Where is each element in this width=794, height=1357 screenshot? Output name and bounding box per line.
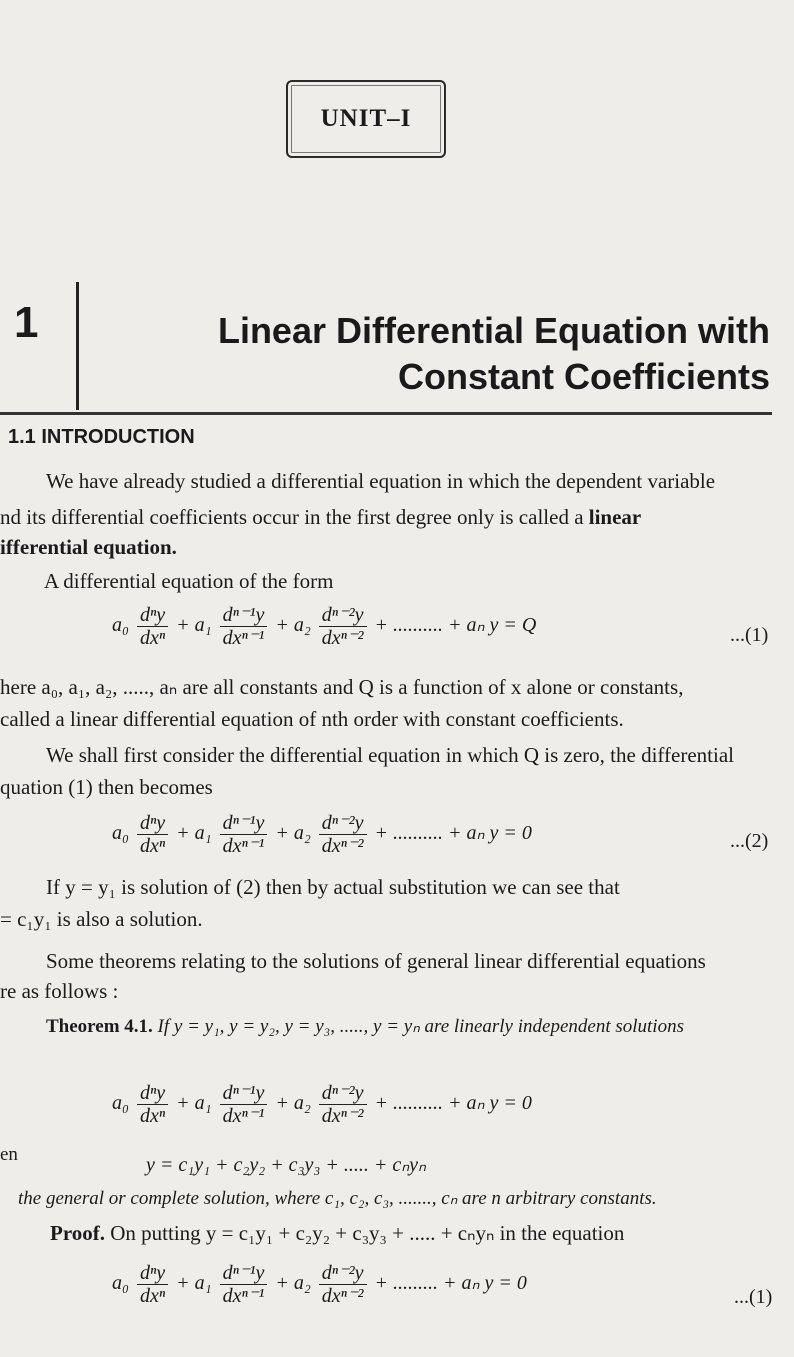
chapter-title-line2: Constant Coefficients [397,356,770,397]
para5-line2: = c₁y₁ is also a solution. [0,907,203,931]
para4-line2: quation (1) then becomes [0,775,213,799]
para4-line1: We shall first consider the differential equation in which Q is zero, the differential [46,743,734,767]
eq2-tail: + .......... + aₙ y = 0 [374,822,532,845]
eq1-frac2: $\frac{\text{dⁿ⁻¹y}}{\text{dxⁿ⁻¹}}$ [220,604,268,649]
equation-5: a₀ $\frac{\text{dⁿy}}{\text{dxⁿ}}$ + a₁ $\frac{\text{dⁿ⁻¹y}}{\text{dxⁿ⁻¹}}$ + a₂ $\frac{\text{dⁿ⁻²y}}{\text{dxⁿ⁻²}}$ + ......... + aₙ y = 0 [112,1262,527,1307]
para1-bold-term: ifferential equation. [0,535,177,559]
para1-line2-text: nd its differential coefficients occur in the first degree only is called a [0,505,584,529]
eq1-a2: + a₂ [275,614,311,637]
theorem [46,1012,684,1042]
para3-line1: here a₀, a₁, a₂, ....., aₙ are all constants and Q is a function of x alone or constants, [0,675,684,699]
para6-line1: Some theorems relating to the solutions of general linear differential equations [46,949,706,973]
eq5-number: ...(1) [734,1286,773,1308]
section-heading: 1.1 INTRODUCTION [8,426,195,448]
chapter-number: 1 [14,298,39,347]
title-rule [0,412,772,415]
eq2-number: ...(2) [730,830,769,852]
then-label: en [0,1144,18,1165]
eq5-tail: + ......... + aₙ y = 0 [374,1272,527,1295]
theorem-text: If y = y₁, y = y₂, y = y₃, ....., y = yₙ are linearly independent solutions [157,1016,684,1037]
para5-line1: If y = y₁ is solution of (2) then by actual substitution we can see that [46,875,620,899]
unit-label-box [286,80,446,158]
eq1-a1: + a₁ [176,614,212,637]
para2: A differential equation of the form [44,569,334,593]
equation-3: a₀ $\frac{\text{dⁿy}}{\text{dxⁿ}}$ + a₁ $\frac{\text{dⁿ⁻¹y}}{\text{dxⁿ⁻¹}}$ + a₂ $\frac{\text{dⁿ⁻²y}}{\text{dxⁿ⁻²}}$ + .......... + aₙ y = 0 [112,1082,532,1127]
eq1-number: ...(1) [730,624,769,646]
para3-line2: called a linear differential equation of nth order with constant coefficients. [0,707,624,731]
chapter-title [140,308,770,400]
equation-4: y = c₁y₁ + c₂y₂ + c₃y₃ + ..... + cₙyₙ [146,1154,427,1176]
para1-line1: We have already studied a differential equation in which the dependent variable [46,469,716,493]
proof-label: Proof. [50,1221,106,1245]
eq1-frac1: $\frac{\text{dⁿy}}{\text{dxⁿ}}$ [137,604,168,649]
para1-bold-linear: linear [588,505,642,529]
eq1-a0: a₀ [112,614,129,637]
eq1-tail: + .......... + aₙ y = Q [374,614,537,637]
para1-line3 [0,532,177,562]
eq1-frac3: $\frac{\text{dⁿ⁻²y}}{\text{dxⁿ⁻²}}$ [319,604,367,649]
para1-line2 [0,502,641,532]
unit-label: UNIT–I [320,105,412,132]
general-solution-text: the general or complete solution, where c₁, c₂, c₃, ......., cₙ are n arbitrary constants. [18,1188,657,1209]
proof [50,1218,624,1248]
theorem-label: Theorem 4.1. [46,1016,153,1037]
equation-2: a₀ $\frac{\text{dⁿy}}{\text{dxⁿ}}$ + a₁ $\frac{\text{dⁿ⁻¹y}}{\text{dxⁿ⁻¹}}$ + a₂ $\frac{\text{dⁿ⁻²y}}{\text{dxⁿ⁻²}}$ + .......... + aₙ y = 0 [112,812,532,857]
proof-text: On putting y = c₁y₁ + c₂y₂ + c₃y₃ + ..... + cₙyₙ in the equation [110,1221,625,1245]
para6-line2: re as follows : [0,979,119,1003]
chapter-divider [76,282,79,410]
eq3-tail: + .......... + aₙ y = 0 [374,1092,532,1115]
equation-1 [112,604,536,649]
chapter-title-line1: Linear Differential Equation with [217,310,770,351]
